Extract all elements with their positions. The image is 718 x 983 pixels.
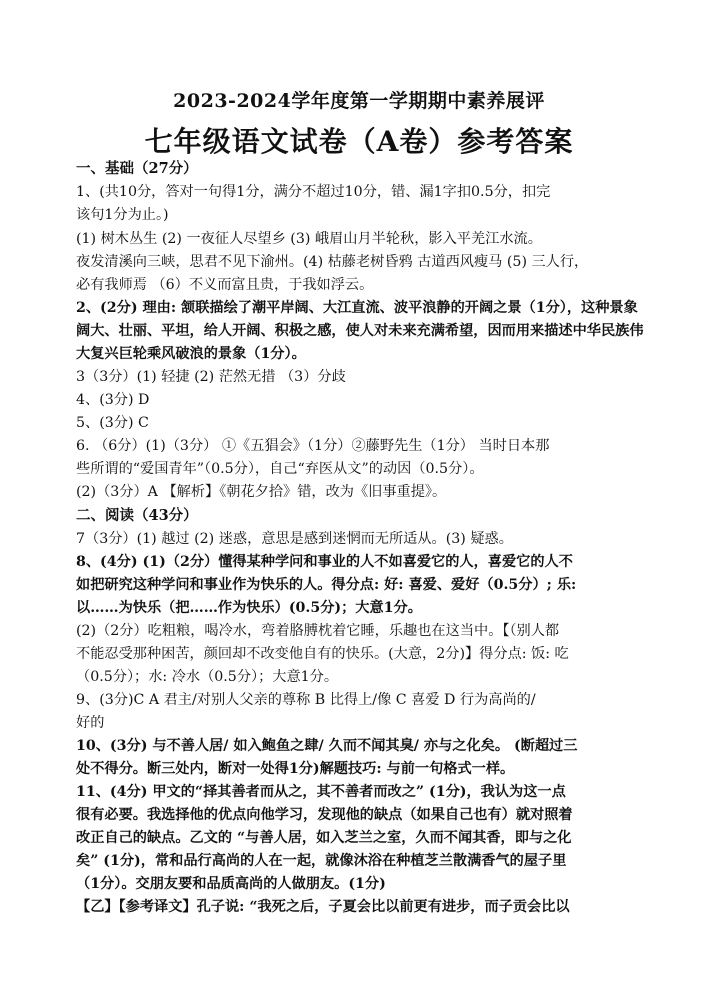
section-heading-basics: 一、基础（27分） bbox=[76, 160, 198, 177]
answer-line: 大复兴巨轮乘风破浪的景象（1分）。 bbox=[76, 346, 306, 362]
exam-session-title: 2023-2024学年度第一学期期中素养展评 bbox=[173, 90, 545, 112]
answer-line: 7（3分）(1) 越过 (2) 迷惑，意思是感到迷惘而无所适从。(3) 疑惑。 bbox=[76, 531, 513, 547]
answer-line: 3（3分）(1) 轻捷 (2) 茫然无措 （3）分歧 bbox=[76, 369, 346, 385]
answer-line: （0.5分）；水: 冷水（0.5分）；大意1分。 bbox=[76, 669, 339, 685]
answer-line: 些所谓的“爱国青年”（0.5分），自己“弃医从文”的动因（0.5分）。 bbox=[76, 461, 484, 477]
answer-line: 2、(2分) 理由: 颔联描绘了潮平岸阔、大江直流、波平浪静的开阔之景（1分），这种景象 bbox=[76, 300, 638, 316]
answer-line: (2)（2分）吃粗粮，喝冷水，弯着胳膊枕着它睡，乐趣也在这当中。【（别人都 bbox=[76, 623, 560, 639]
answer-line: 夜发清溪向三峡，思君不见下渝州。(4) 枯藤老树昏鸦 古道西风瘦马 (5) 三人行， bbox=[76, 254, 589, 270]
answer-line: 该句1分为止。) bbox=[76, 207, 169, 223]
answer-line: (1) 树木丛生 (2) 一夜征人尽望乡 (3) 峨眉山月半轮秋，影入平羌江水流。 bbox=[76, 231, 542, 247]
answer-line: 好的 bbox=[76, 715, 105, 731]
answer-line: 不能忍受那种困苦，颜回却不改变他自有的快乐。(大意，2分)】得分点: 饭: 吃 bbox=[76, 646, 569, 662]
answer-line: 如把研究这种学问和事业作为快乐的人。得分点: 好: 喜爱、爱好（0.5分）; 乐: bbox=[76, 577, 577, 593]
answer-key-title: 七年级语文试卷（A卷）参考答案 bbox=[144, 125, 574, 158]
section-heading-reading: 二、阅读（43分） bbox=[76, 507, 198, 524]
answer-line: 阔大、壮丽、平坦，给人开阔、积极之感，使人对未来充满希望，因而用来描述中华民族伟 bbox=[76, 323, 644, 339]
answer-line: 10、(3分) 与不善人居/ 如入鲍鱼之肆/ 久而不闻其臭/ 亦与之化矣。 (断超过三 bbox=[76, 738, 578, 754]
answer-line: 很有必要。我选择他的优点向他学习，发现他的缺点（如果自己也有）就对照着 bbox=[76, 807, 573, 823]
answer-line: 8、(4分) (1)（2分）懂得某种学问和事业的人不如喜爱它的人，喜爱它的人不 bbox=[76, 554, 573, 570]
answer-line: 5、(3分) C bbox=[76, 415, 149, 431]
answer-line: 6. （6分）(1)（3分） ①《五猖会》（1分）②藤野先生（1分） 当时日本那 bbox=[76, 438, 550, 454]
answer-line: 11、(4分) 甲文的“择其善者而从之，其不善者而改之” (1分)，我认为这一点 bbox=[76, 784, 566, 800]
answer-line: 4、(3分) D bbox=[76, 392, 150, 408]
answer-line: 9、(3分)C A 君主/对别人父亲的尊称 B 比得上/像 C 喜爱 D 行为高尚的/ bbox=[76, 692, 536, 708]
answer-line: 处不得分。断三处内，断对一处得1分)解题技巧: 与前一句格式一样。 bbox=[76, 761, 515, 777]
answer-line: 1、(共10分，答对一句得1分，满分不超过10分，错、漏1字扣0.5分，扣完 bbox=[76, 184, 551, 200]
answer-line: （1分）。交朋友要和品质高尚的人做朋友。(1分) bbox=[76, 876, 386, 892]
answer-line: 必有我师焉 （6）不义而富且贵，于我如浮云。 bbox=[76, 277, 374, 293]
answer-line: 矣” (1分)，常和品行高尚的人在一起，就像沐浴在种植芝兰散满香气的屋子里 bbox=[76, 853, 567, 869]
answer-line: 【乙】【参考译文】孔子说: “我死之后，子夏会比以前更有进步，而子贡会比以 bbox=[76, 899, 570, 915]
answer-line: 以……为快乐（把……作为快乐）(0.5分)；大意1分。 bbox=[76, 600, 422, 616]
answer-line: (2)（3分）A 【解析】《朝花夕拾》错，改为《旧事重提》。 bbox=[76, 484, 447, 500]
answer-line: 改正自己的缺点。乙文的 “与善人居，如入芝兰之室，久而不闻其香，即与之化 bbox=[76, 830, 572, 846]
